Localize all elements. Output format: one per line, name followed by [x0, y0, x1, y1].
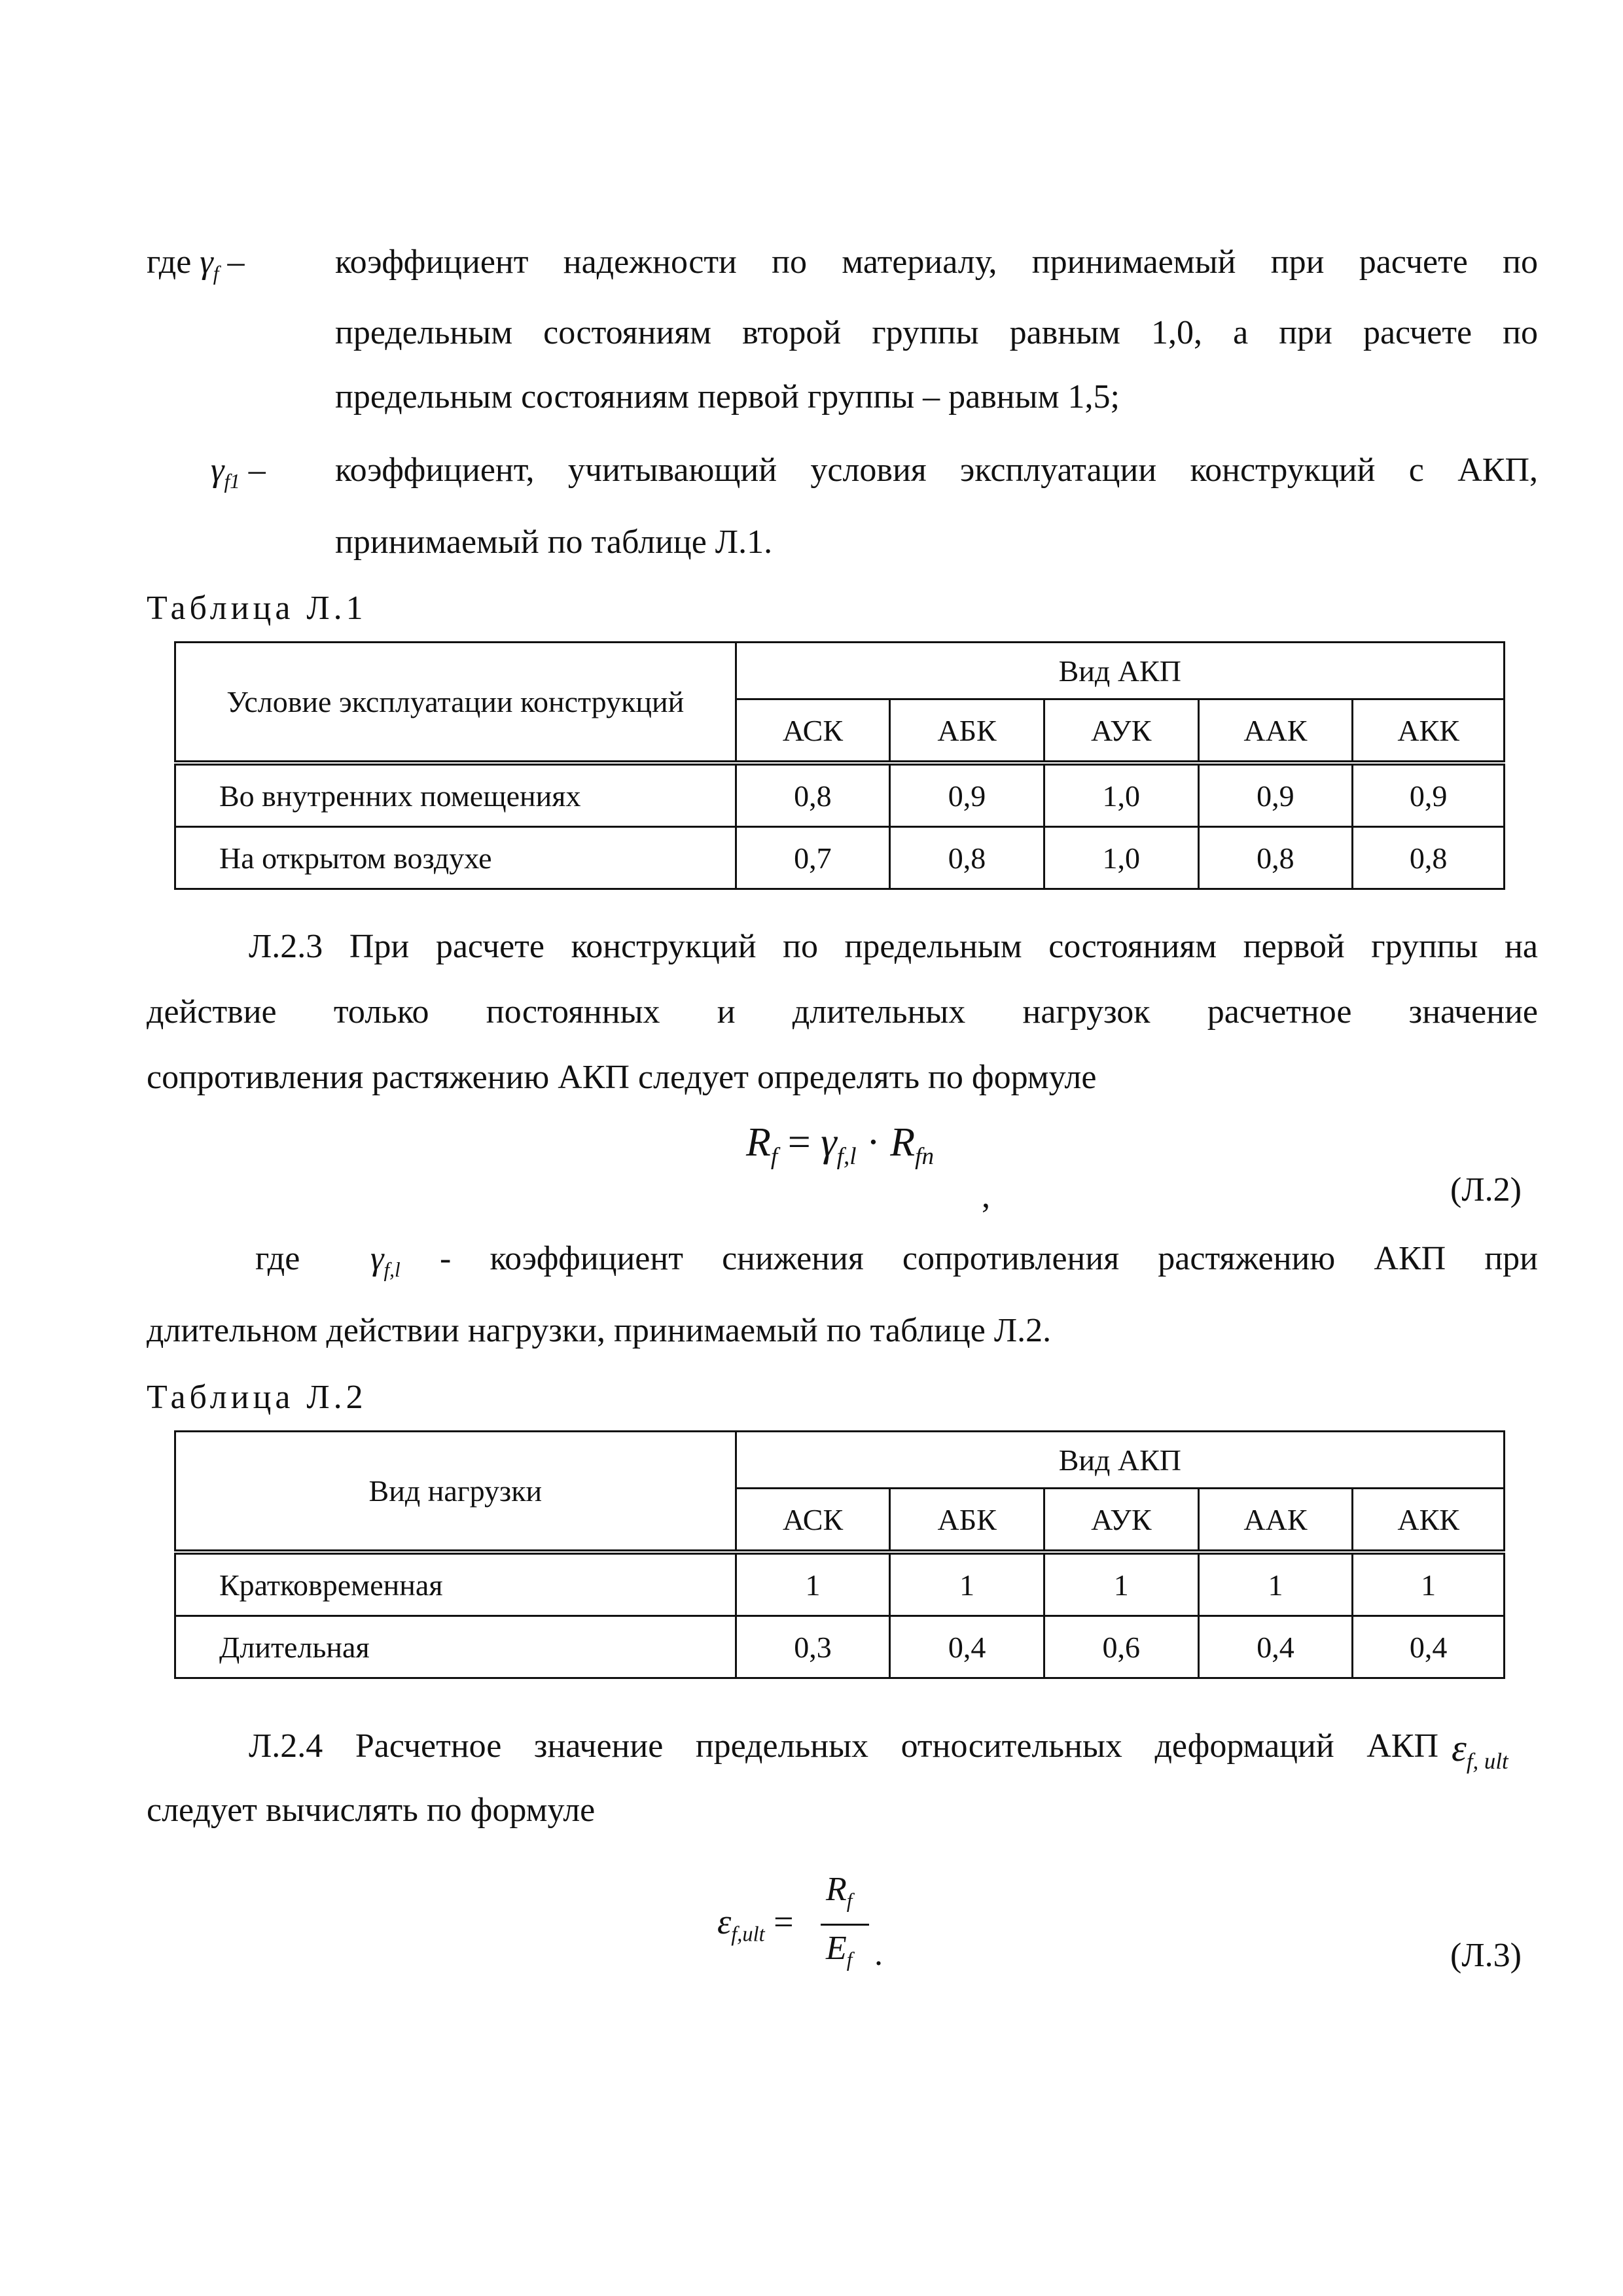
table2-row-label: Длительная	[175, 1616, 736, 1678]
table1-col-header: АСК	[736, 699, 890, 764]
table2-col-header: АБК	[890, 1489, 1044, 1553]
gamma-f1-symbol: $\gamma_{f1}$	[211, 451, 240, 493]
table-row	[175, 827, 1505, 889]
formula-l3-fraction-bar	[821, 1924, 869, 1926]
table1-cell: 0,7	[736, 827, 890, 889]
table-row	[175, 763, 1505, 827]
table2-col-header: АУК	[1044, 1489, 1198, 1553]
formula-l2: $R_f = \gamma_{f,l} \cdot R_{fn}$	[746, 1120, 935, 1171]
formula-l3-denominator: $E_f$	[826, 1930, 853, 1971]
formula-l3-period: .	[874, 1935, 883, 1973]
formula-l2-number: (Л.2)	[1450, 1171, 1522, 1209]
table1-row-label: Во внутренних помещениях	[175, 763, 736, 827]
table1-row-header: Условие эксплуатации конструкций	[175, 643, 736, 764]
table2	[174, 1430, 1505, 1679]
where-l2-line2: длительном действии нагрузки, принимаемый по таблице Л.2.	[147, 1312, 1052, 1349]
where-label	[147, 243, 244, 285]
gamma-f-definition-line2: предельным состояниям второй группы равным 1,0, а при расчете по	[335, 314, 1538, 351]
table2-col-header: ААК	[1198, 1489, 1353, 1553]
table1-cell: 0,9	[1198, 763, 1353, 827]
dash: –	[227, 243, 245, 281]
table1-cell: 0,9	[1353, 763, 1505, 827]
table2-caption: Таблица Л.2	[147, 1379, 367, 1416]
where-l2-line1: - коэффициент снижения сопротивления растяжению АКП при	[440, 1240, 1538, 1277]
table2-cell: 0,6	[1044, 1616, 1198, 1678]
table1-cell: 0,8	[890, 827, 1044, 889]
gamma-f-definition-line3: предельным состояниям первой группы – равным 1,5;	[335, 378, 1120, 415]
gamma-f-definition-line1: коэффициент надежности по материалу, принимаемый при расчете по	[335, 243, 1538, 281]
gamma-fl-symbol: $\gamma_{f,l}$	[370, 1240, 401, 1281]
table1-cell: 1,0	[1044, 827, 1198, 889]
table1-cell: 0,9	[890, 763, 1044, 827]
where-word: где	[147, 243, 192, 281]
table2-cell: 0,4	[1353, 1616, 1505, 1678]
table2-col-header: АСК	[736, 1489, 890, 1553]
eps-fult-symbol: $\varepsilon_{f, ult}$	[1452, 1727, 1508, 1775]
para-l23-line3: сопротивления растяжению АКП следует определять по формуле	[147, 1059, 1097, 1096]
table1-group-header: Вид АКП	[736, 643, 1504, 699]
table2-group-header: Вид АКП	[736, 1432, 1504, 1489]
formula-l2-comma: ,	[982, 1178, 990, 1215]
table2-cell: 1	[1198, 1552, 1353, 1616]
table1-cell: 0,8	[736, 763, 890, 827]
table2-cell: 1	[1044, 1552, 1198, 1616]
table2-cell: 0,4	[1198, 1616, 1353, 1678]
table2-cell: 1	[1353, 1552, 1505, 1616]
table2-row-header: Вид нагрузки	[175, 1432, 736, 1553]
table1-col-header: АКК	[1353, 699, 1505, 764]
table2-col-header: АКК	[1353, 1489, 1505, 1553]
para-l24-line1: Л.2.4 Расчетное значение предельных относительных деформаций АКП	[249, 1727, 1438, 1765]
para-l23-line1: Л.2.3 При расчете конструкций по предельным состояниям первой группы на	[249, 928, 1538, 965]
table1-caption: Таблица Л.1	[147, 590, 367, 627]
table2-cell: 1	[890, 1552, 1044, 1616]
where-l2-label: где	[255, 1240, 300, 1277]
gamma-f1-label: $\gamma_{f1}$ –	[211, 451, 266, 493]
para-l24-line2: следует вычислять по формуле	[147, 1792, 596, 1829]
formula-l3-numerator: $R_f$	[826, 1871, 853, 1912]
table1-cell: 0,8	[1198, 827, 1353, 889]
table-row	[175, 1552, 1505, 1616]
table1-cell: 1,0	[1044, 763, 1198, 827]
table-row	[175, 1616, 1505, 1678]
table1-col-header: АУК	[1044, 699, 1198, 764]
table2-cell: 1	[736, 1552, 890, 1616]
table1-cell: 0,8	[1353, 827, 1505, 889]
formula-l3-number: (Л.3)	[1450, 1937, 1522, 1974]
table1-col-header: АБК	[890, 699, 1044, 764]
gamma-f-symbol: $\gamma_f$	[200, 243, 219, 285]
gamma-f1-definition-line1: коэффициент, учитывающий условия эксплуатации конструкций с АКП,	[335, 451, 1538, 489]
table2-cell: 0,3	[736, 1616, 890, 1678]
para-l23-line2: действие только постоянных и длительных нагрузок расчетное значение	[147, 993, 1538, 1031]
table1-col-header: ААК	[1198, 699, 1353, 764]
table1-row-label: На открытом воздухе	[175, 827, 736, 889]
gamma-f1-definition-line2: принимаемый по таблице Л.1.	[335, 523, 773, 561]
table1	[174, 641, 1505, 890]
table2-cell: 0,4	[890, 1616, 1044, 1678]
formula-l3-lhs: $\varepsilon_{f,ult}$ =	[717, 1902, 794, 1947]
table2-row-label: Кратковременная	[175, 1552, 736, 1616]
